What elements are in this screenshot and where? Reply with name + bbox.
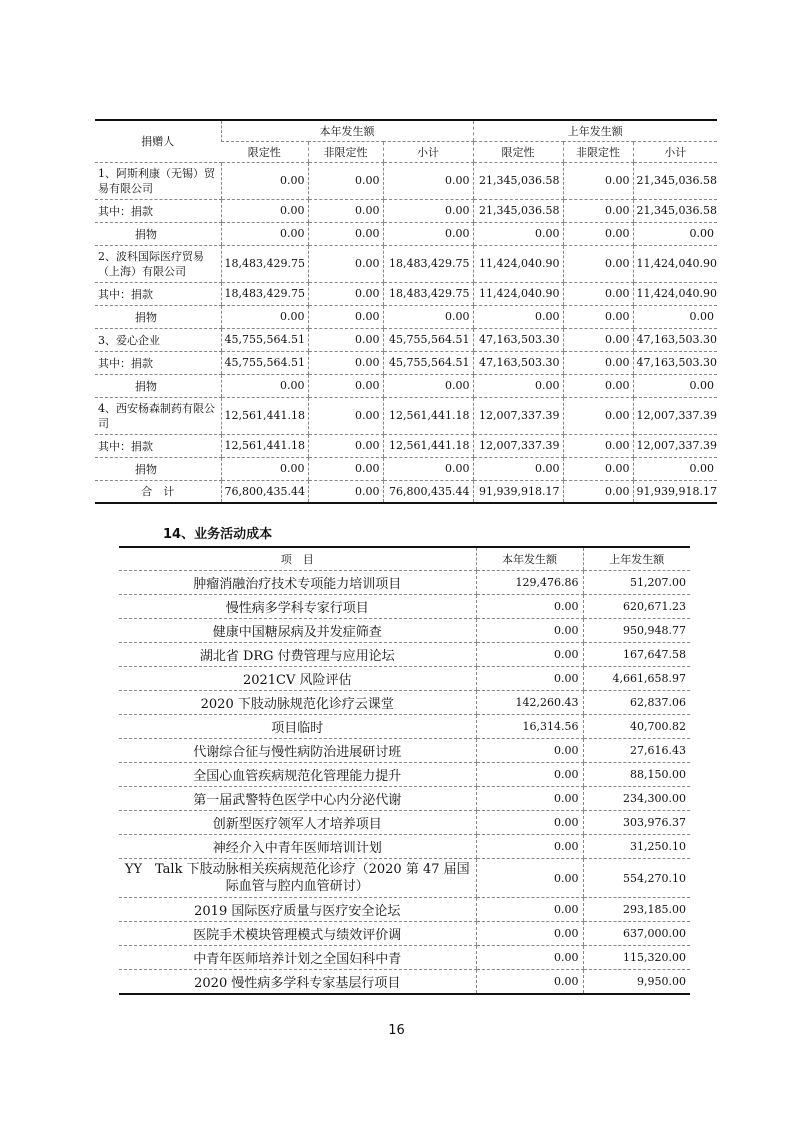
table-row [119, 763, 690, 787]
item-name: 创新型医疗领军人才培养项目 [119, 811, 476, 835]
cell: 0.00 [476, 619, 583, 643]
cell: 51,207.00 [583, 571, 690, 595]
cell: 0.00 [383, 374, 473, 397]
table-row [119, 595, 690, 619]
cell: 11,424,040.90 [473, 245, 563, 282]
activity-cost-table [119, 546, 690, 995]
cell: 0.00 [221, 222, 308, 245]
cell: 18,483,429.75 [221, 245, 308, 282]
cell: 0.00 [563, 328, 633, 351]
item-name: 2019 国际医疗质量与医疗安全论坛 [119, 898, 476, 922]
row-label: 捐物 [95, 305, 221, 328]
cell: 0.00 [633, 305, 717, 328]
cell: 11,424,040.90 [633, 282, 717, 305]
table-row [119, 571, 690, 595]
cell: 21,345,036.58 [473, 162, 563, 199]
cell: 0.00 [383, 162, 473, 199]
cell: 47,163,503.30 [633, 351, 717, 374]
item-name: 医院手术模块管理模式与绩效评价调 [119, 922, 476, 946]
cell: 88,150.00 [583, 763, 690, 787]
table-row [95, 222, 717, 245]
item-name: 神经介入中青年医师培训计划 [119, 835, 476, 859]
table-row [95, 351, 717, 374]
cell: 0.00 [476, 739, 583, 763]
cell: 0.00 [476, 898, 583, 922]
cell: 47,163,503.30 [633, 328, 717, 351]
table-row [95, 457, 717, 480]
item-name: 中青年医师培养计划之全国妇科中青 [119, 946, 476, 970]
table-row [95, 305, 717, 328]
item-name: 2021CV 风险评估 [119, 667, 476, 691]
table-header-row [95, 120, 717, 141]
total-label: 合 计 [95, 480, 221, 503]
cell: 47,163,503.30 [473, 328, 563, 351]
cell: 45,755,564.51 [221, 328, 308, 351]
table-row [119, 970, 690, 995]
row-label: 捐物 [95, 457, 221, 480]
cell: 18,483,429.75 [383, 282, 473, 305]
cell: 11,424,040.90 [473, 282, 563, 305]
table-row [95, 397, 717, 434]
total-row [95, 480, 717, 503]
cell: 0.00 [308, 305, 383, 328]
cell: 0.00 [221, 305, 308, 328]
py-unrestricted-header: 非限定性 [563, 141, 633, 162]
cell: 0.00 [308, 162, 383, 199]
cell: 0.00 [308, 328, 383, 351]
table-row [119, 739, 690, 763]
cell: 0.00 [563, 162, 633, 199]
item-name: 湖北省 DRG 付费管理与应用论坛 [119, 643, 476, 667]
item-name: 项目临时 [119, 715, 476, 739]
cell: 0.00 [383, 305, 473, 328]
item-name: 2020 慢性病多学科专家基层行项目 [119, 970, 476, 995]
cell: 91,939,918.17 [473, 480, 563, 503]
cell: 0.00 [563, 457, 633, 480]
table-row [95, 374, 717, 397]
row-label: 4、西安杨森制药有限公司 [95, 397, 221, 434]
cell: 12,561,441.18 [383, 397, 473, 434]
cell: 0.00 [563, 480, 633, 503]
page-number: 16 [388, 1023, 405, 1038]
cell: 0.00 [308, 351, 383, 374]
cell: 620,671.23 [583, 595, 690, 619]
row-label: 捐物 [95, 222, 221, 245]
table-row [119, 643, 690, 667]
cell: 293,185.00 [583, 898, 690, 922]
prior-year-header: 上年发生额 [473, 120, 717, 141]
table-row [119, 859, 690, 898]
cell: 0.00 [221, 457, 308, 480]
cell: 0.00 [563, 305, 633, 328]
cell: 91,939,918.17 [633, 480, 717, 503]
cell: 21,345,036.58 [473, 199, 563, 222]
donations-table [95, 119, 717, 504]
cell: 12,561,441.18 [221, 434, 308, 457]
cell: 0.00 [476, 595, 583, 619]
table-row [119, 619, 690, 643]
cell: 0.00 [476, 946, 583, 970]
donor-header: 捐赠人 [95, 120, 221, 162]
cell: 0.00 [563, 374, 633, 397]
table-header-row [119, 547, 690, 571]
table-row [119, 787, 690, 811]
cell: 0.00 [563, 351, 633, 374]
cy-unrestricted-header: 非限定性 [308, 141, 383, 162]
table-row [95, 282, 717, 305]
cell: 18,483,429.75 [383, 245, 473, 282]
item-name: 健康中国糖尿病及并发症筛查 [119, 619, 476, 643]
cell: 0.00 [476, 811, 583, 835]
cell: 0.00 [563, 397, 633, 434]
table-row [119, 715, 690, 739]
cell: 12,561,441.18 [383, 434, 473, 457]
cell: 21,345,036.58 [633, 162, 717, 199]
row-label: 其中：捐款 [95, 351, 221, 374]
row-label: 其中：捐款 [95, 434, 221, 457]
cell: 0.00 [383, 199, 473, 222]
table-row [119, 922, 690, 946]
cell: 12,007,337.39 [473, 397, 563, 434]
cell: 167,647.58 [583, 643, 690, 667]
table-row [95, 434, 717, 457]
cell: 12,007,337.39 [633, 397, 717, 434]
cell: 0.00 [473, 457, 563, 480]
prior-header: 上年发生额 [583, 547, 690, 571]
cell: 0.00 [476, 763, 583, 787]
cell: 47,163,503.30 [473, 351, 563, 374]
table-row [119, 691, 690, 715]
cell: 31,250.10 [583, 835, 690, 859]
item-name: 慢性病多学科专家行项目 [119, 595, 476, 619]
cell: 0.00 [476, 922, 583, 946]
item-name: YY Talk 下肢动脉相关疾病规范化诊疗（2020 第 47 届国际血管与腔内血管研讨） [119, 859, 476, 898]
cell: 0.00 [308, 457, 383, 480]
cell: 0.00 [473, 222, 563, 245]
cell: 0.00 [308, 397, 383, 434]
cell: 0.00 [308, 374, 383, 397]
cell: 129,476.86 [476, 571, 583, 595]
table-row [95, 328, 717, 351]
cell: 0.00 [473, 305, 563, 328]
cell: 0.00 [563, 282, 633, 305]
table-row [95, 199, 717, 222]
cell: 142,260.43 [476, 691, 583, 715]
row-label: 2、波科国际医疗贸易（上海）有限公司 [95, 245, 221, 282]
row-label: 3、爱心企业 [95, 328, 221, 351]
cell: 950,948.77 [583, 619, 690, 643]
table-row [119, 898, 690, 922]
cell: 76,800,435.44 [383, 480, 473, 503]
table-row [119, 946, 690, 970]
row-label: 捐物 [95, 374, 221, 397]
table-row [119, 811, 690, 835]
cell: 18,483,429.75 [221, 282, 308, 305]
cell: 0.00 [563, 434, 633, 457]
cell: 0.00 [383, 457, 473, 480]
table-row [119, 835, 690, 859]
cell: 0.00 [383, 222, 473, 245]
cell: 0.00 [308, 480, 383, 503]
cell: 0.00 [563, 199, 633, 222]
item-name: 2020 下肢动脉规范化诊疗云课堂 [119, 691, 476, 715]
section-title: 14、业务活动成本 [163, 527, 273, 542]
cell: 0.00 [633, 374, 717, 397]
item-header: 项 目 [119, 547, 476, 571]
row-label: 其中：捐款 [95, 282, 221, 305]
cell: 0.00 [221, 374, 308, 397]
cell: 12,007,337.39 [633, 434, 717, 457]
cy-restricted-header: 限定性 [221, 141, 308, 162]
table-row [95, 162, 717, 199]
item-name: 肿瘤消融治疗技术专项能力培训项目 [119, 571, 476, 595]
cell: 0.00 [476, 643, 583, 667]
cell: 234,300.00 [583, 787, 690, 811]
cell: 115,320.00 [583, 946, 690, 970]
cell: 0.00 [476, 835, 583, 859]
cell: 0.00 [476, 667, 583, 691]
cell: 0.00 [476, 859, 583, 898]
cell: 76,800,435.44 [221, 480, 308, 503]
table-row [95, 245, 717, 282]
cell: 637,000.00 [583, 922, 690, 946]
cell: 0.00 [221, 199, 308, 222]
cell: 0.00 [308, 222, 383, 245]
cell: 0.00 [563, 222, 633, 245]
cell: 0.00 [476, 970, 583, 995]
item-name: 第一届武警特色医学中心内分泌代谢 [119, 787, 476, 811]
cell: 303,976.37 [583, 811, 690, 835]
cy-subtotal-header: 小计 [383, 141, 473, 162]
cell: 0.00 [473, 374, 563, 397]
row-label: 1、阿斯利康（无锡）贸易有限公司 [95, 162, 221, 199]
cell: 16,314.56 [476, 715, 583, 739]
cell: 0.00 [563, 245, 633, 282]
cell: 62,837.06 [583, 691, 690, 715]
cell: 0.00 [476, 787, 583, 811]
cell: 12,561,441.18 [221, 397, 308, 434]
cell: 45,755,564.51 [221, 351, 308, 374]
cell: 0.00 [633, 457, 717, 480]
item-name: 代谢综合征与慢性病防治进展研讨班 [119, 739, 476, 763]
cell: 4,661,658.97 [583, 667, 690, 691]
cell: 27,616.43 [583, 739, 690, 763]
cell: 0.00 [221, 162, 308, 199]
cell: 21,345,036.58 [633, 199, 717, 222]
current-year-header: 本年发生额 [221, 120, 473, 141]
cell: 12,007,337.39 [473, 434, 563, 457]
cell: 9,950.00 [583, 970, 690, 995]
cell: 45,755,564.51 [383, 328, 473, 351]
cell: 0.00 [308, 434, 383, 457]
cell: 40,700.82 [583, 715, 690, 739]
current-header: 本年发生额 [476, 547, 583, 571]
row-label: 其中：捐款 [95, 199, 221, 222]
cell: 0.00 [308, 245, 383, 282]
cell: 554,270.10 [583, 859, 690, 898]
cell: 0.00 [308, 282, 383, 305]
item-name: 全国心血管疾病规范化管理能力提升 [119, 763, 476, 787]
cell: 0.00 [633, 222, 717, 245]
cell: 0.00 [308, 199, 383, 222]
cell: 11,424,040.90 [633, 245, 717, 282]
py-restricted-header: 限定性 [473, 141, 563, 162]
py-subtotal-header: 小计 [633, 141, 717, 162]
cell: 45,755,564.51 [383, 351, 473, 374]
table-row [119, 667, 690, 691]
